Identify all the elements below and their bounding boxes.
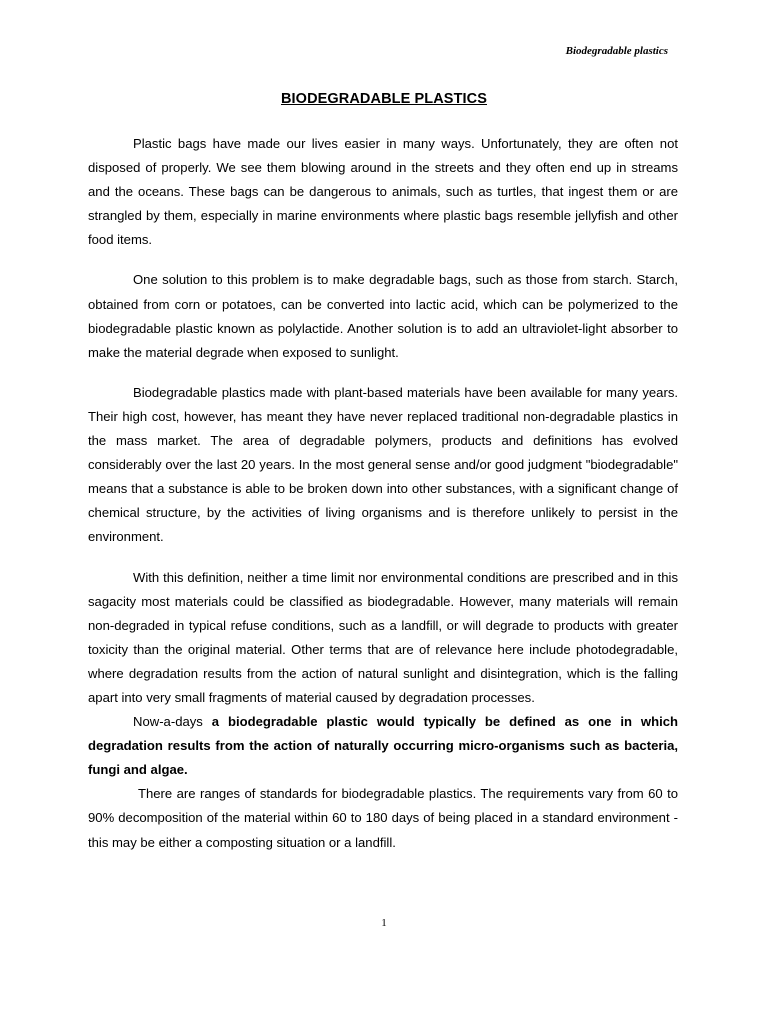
paragraph-plastic-bags: Plastic bags have made our lives easier in many ways. Unfortunately, they are often not disposed of properly. We see them blowing around in the streets and they often end up in streams and the oceans. These bags can be dangerous to animals, such as turtles, that ingest them or are strangled by them, especially in marine environments where plastic bags resemble jellyfish and other food items. <box>88 136 678 248</box>
paragraph-plant-based: Biodegradable plastics made with plant-based materials have been available for many years. Their high cost, however, has meant they have never replaced traditional non-degradable plastics in the mass market. The area of degradable polymers, products and definitions has evolved considerably over the last 20 years. In the most general sense and/or good judgment "biodegradable" means that a substance is able to be broken down into other substances, with a significant change of chemical structure, by the activities of living organisms and is therefore unlikely to persist in the environment. <box>88 384 678 545</box>
paragraph-standards: There are ranges of standards for biodegradable plastics. The requirements vary from 60 to 90% decomposition of the material within 60 to 180 days of being placed in a standard environment - this may be either a composting situation or a landfill. <box>88 786 678 850</box>
document-body <box>88 132 678 855</box>
definition-bold-text: a biodegradable plastic would typically be defined as one in which degradation results from the action of naturally occurring micro-organisms such as bacteria, fungi and algae. <box>88 714 679 778</box>
paragraph-modern-definition <box>88 710 678 782</box>
running-header: Biodegradable plastics <box>565 45 668 57</box>
paragraph-solution: One solution to this problem is to make degradable bags, such as those from starch. Starch, obtained from corn or potatoes, can be converted into lactic acid, which can be polymerized to the biodegradable plastic known as polylactide. Another solution is to add an ultraviolet-light absorber to make the material degrade when exposed to sunlight. <box>88 272 678 360</box>
document-title: BIODEGRADABLE PLASTICS <box>280 91 487 107</box>
page-number: 1 <box>381 917 387 929</box>
paragraph-definition-conditions: With this definition, neither a time limit nor environmental conditions are prescribed and in this sagacity most materials could be classified as biodegradable. However, many materials will remain non-degraded in typical refuse conditions, such as a landfill, or will degrade to products with greater toxicity than the original material. Other terms that are of relevance here include photodegradable, where degradation results from the action of natural sunlight and disintegration, which is the falling apart into very small fragments of material caused by degradation processes. <box>88 569 678 705</box>
definition-lead-text: Now-a-days <box>133 714 212 730</box>
